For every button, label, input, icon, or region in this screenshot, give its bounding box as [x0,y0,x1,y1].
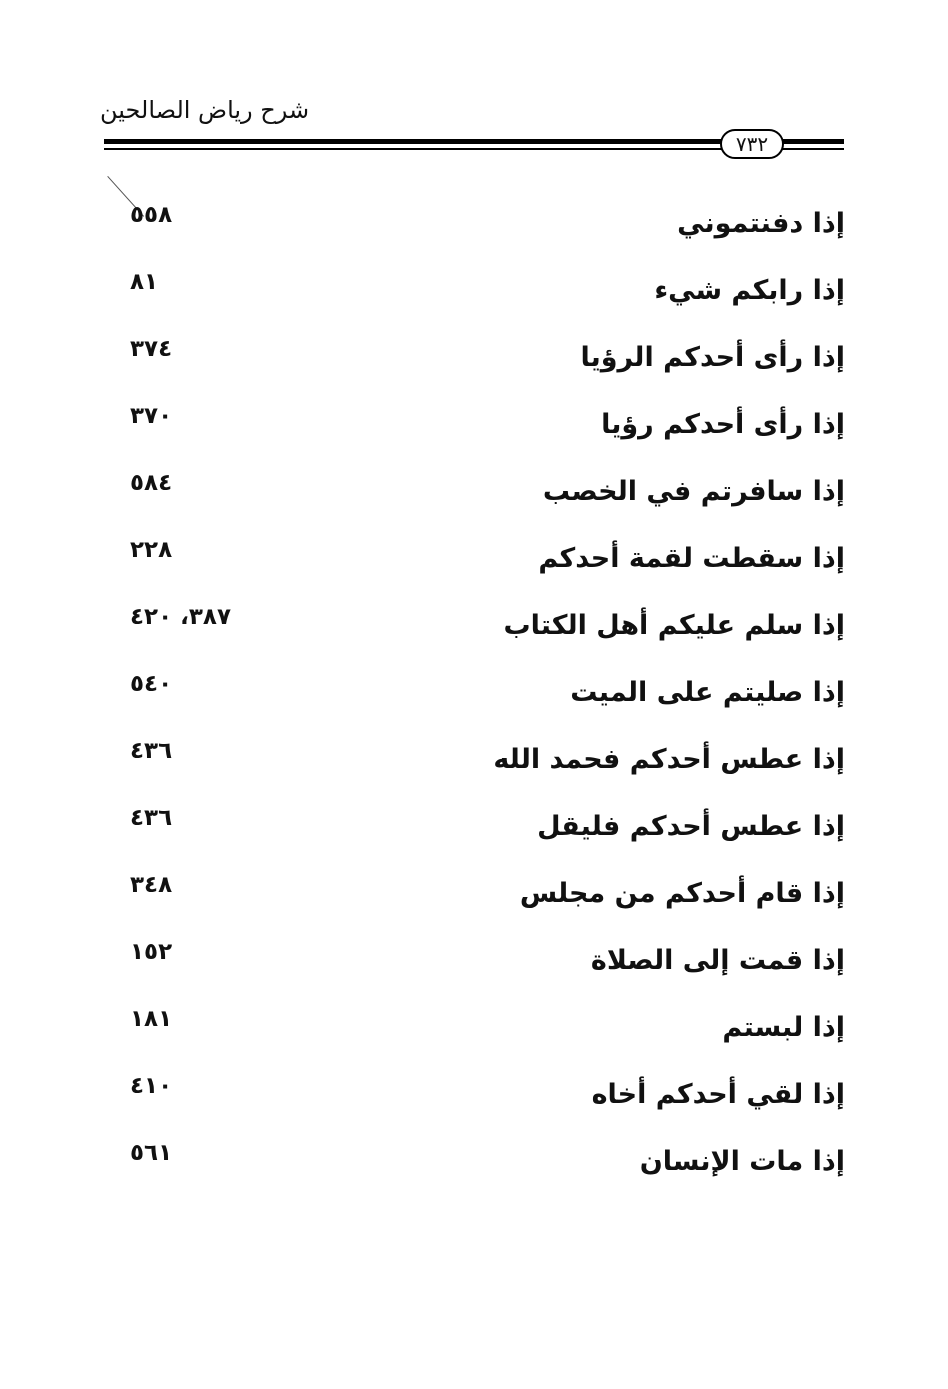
entry-pages: ٥٥٨ [130,202,173,228]
entry-pages: ٣٧٤ [130,336,173,362]
entry-text: إذا سقطت لقمة أحدكم [538,543,845,574]
entry-pages: ٣٤٨ [130,872,173,898]
index-entry [100,1136,845,1202]
entry-pages: ٥٨٤ [130,470,173,496]
index-entry [100,533,845,599]
entry-pages: ٥٦١ [130,1140,173,1166]
entry-text: إذا عطس أحدكم فحمد الله [493,744,845,775]
running-header-title: شرح رياض الصالحين [100,96,310,124]
entry-text: إذا رأى أحدكم الرؤيا [580,342,845,373]
index-entry [100,600,845,666]
entry-pages: ٤٣٦ [130,738,173,764]
index-entry [100,868,845,934]
entry-pages: ٨١ [130,269,159,295]
entry-pages: ٤٣٦ [130,805,173,831]
entry-text: إذا قمت إلى الصلاة [590,945,845,976]
entry-pages: ٥٤٠ [130,671,173,697]
index-entry [100,667,845,733]
entry-text: إذا مات الإنسان [639,1146,845,1177]
entry-pages: ٣٧٠ [130,403,173,429]
index-entry [100,734,845,800]
entry-text: إذا سلم عليكم أهل الكتاب [503,610,845,641]
entry-text: إذا رابكم شيء [654,275,845,306]
entry-pages: ١٥٢ [130,939,173,965]
entry-text: إذا قام أحدكم من مجلس [519,878,845,909]
index-entry [100,198,845,264]
entry-text: إذا لقي أحدكم أخاه [591,1079,845,1110]
entry-text: إذا دفنتموني [677,208,845,239]
entry-text: إذا سافرتم في الخصب [542,476,845,507]
entry-text: إذا رأى أحدكم رؤيا [601,409,845,440]
index-entry [100,1002,845,1068]
index-entry [100,399,845,465]
index-entry [100,265,845,331]
entry-text: إذا عطس أحدكم فليقل [537,811,845,842]
index-entry [100,466,845,532]
index-entry [100,935,845,1001]
index-entry [100,1069,845,1135]
index-entry [100,801,845,867]
index-entry [100,332,845,398]
entry-pages: ٤١٠ [130,1073,173,1099]
entry-pages: ١٨١ [130,1006,173,1032]
entry-pages: ٣٨٧، ٤٢٠ [130,604,231,630]
entry-text: إذا صليتم على الميت [570,677,845,708]
page-number-badge: ٧٣٢ [720,129,784,159]
entry-pages: ٢٢٨ [130,537,173,563]
entry-text: إذا لبستم [722,1012,845,1043]
